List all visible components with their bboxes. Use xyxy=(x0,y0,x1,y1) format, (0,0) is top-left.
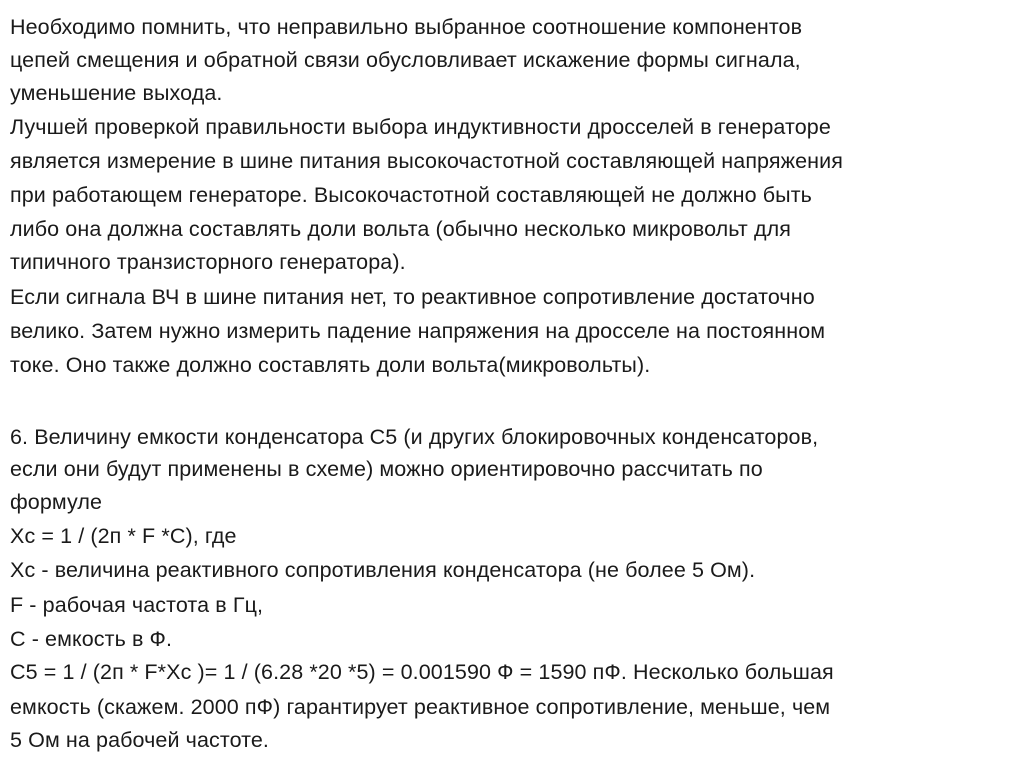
text-line: велико. Затем нужно измерить падение напряжения на дросселе на постоянном xyxy=(10,319,826,343)
text-line: цепей смещения и обратной связи обусловливает искажение формы сигнала, xyxy=(10,48,801,72)
formula-line: Хс = 1 / (2п * F *С), где xyxy=(10,524,237,548)
text-line: токе. Оно также должно составлять доли вольта(микровольты). xyxy=(10,353,651,377)
text-line: F - рабочая частота в Гц, xyxy=(10,593,264,617)
text-line: либо она должна составлять доли вольта (обычно несколько микровольт для xyxy=(10,217,791,241)
text-line: Лучшей проверкой правильности выбора индуктивности дросселей в генераторе xyxy=(10,115,831,139)
text-line: формуле xyxy=(10,490,103,514)
text-line: если они будут применены в схеме) можно ориентировочно рассчитать по xyxy=(10,457,763,481)
text-line: при работающем генераторе. Высокочастотной составляющей не должно быть xyxy=(10,183,812,207)
formula-line: С5 = 1 / (2п * F*Xc )= 1 / (6.28 *20 *5) = 0.001590 Ф = 1590 пФ. Несколько большая xyxy=(10,660,834,684)
text-line: Если сигнала ВЧ в шине питания нет, то реактивное сопротивление достаточно xyxy=(10,285,815,309)
text-line: С - емкость в Ф. xyxy=(10,627,173,651)
text-line: Хс - величина реактивного сопротивления конденсатора (не более 5 Ом). xyxy=(10,558,756,582)
text-line: является измерение в шине питания высокочастотной составляющей напряжения xyxy=(10,149,843,173)
text-line: 5 Ом на рабочей частоте. xyxy=(10,728,270,752)
text-line: типичного транзисторного генератора). xyxy=(10,250,406,274)
text-line: уменьшение выхода. xyxy=(10,81,223,105)
text-line: емкость (скажем. 2000 пФ) гарантирует реактивное сопротивление, меньше, чем xyxy=(10,695,831,719)
text-line: Необходимо помнить, что неправильно выбранное соотношение компонентов xyxy=(10,15,803,39)
text-line: 6. Величину емкости конденсатора С5 (и других блокировочных конденсаторов, xyxy=(10,425,819,449)
